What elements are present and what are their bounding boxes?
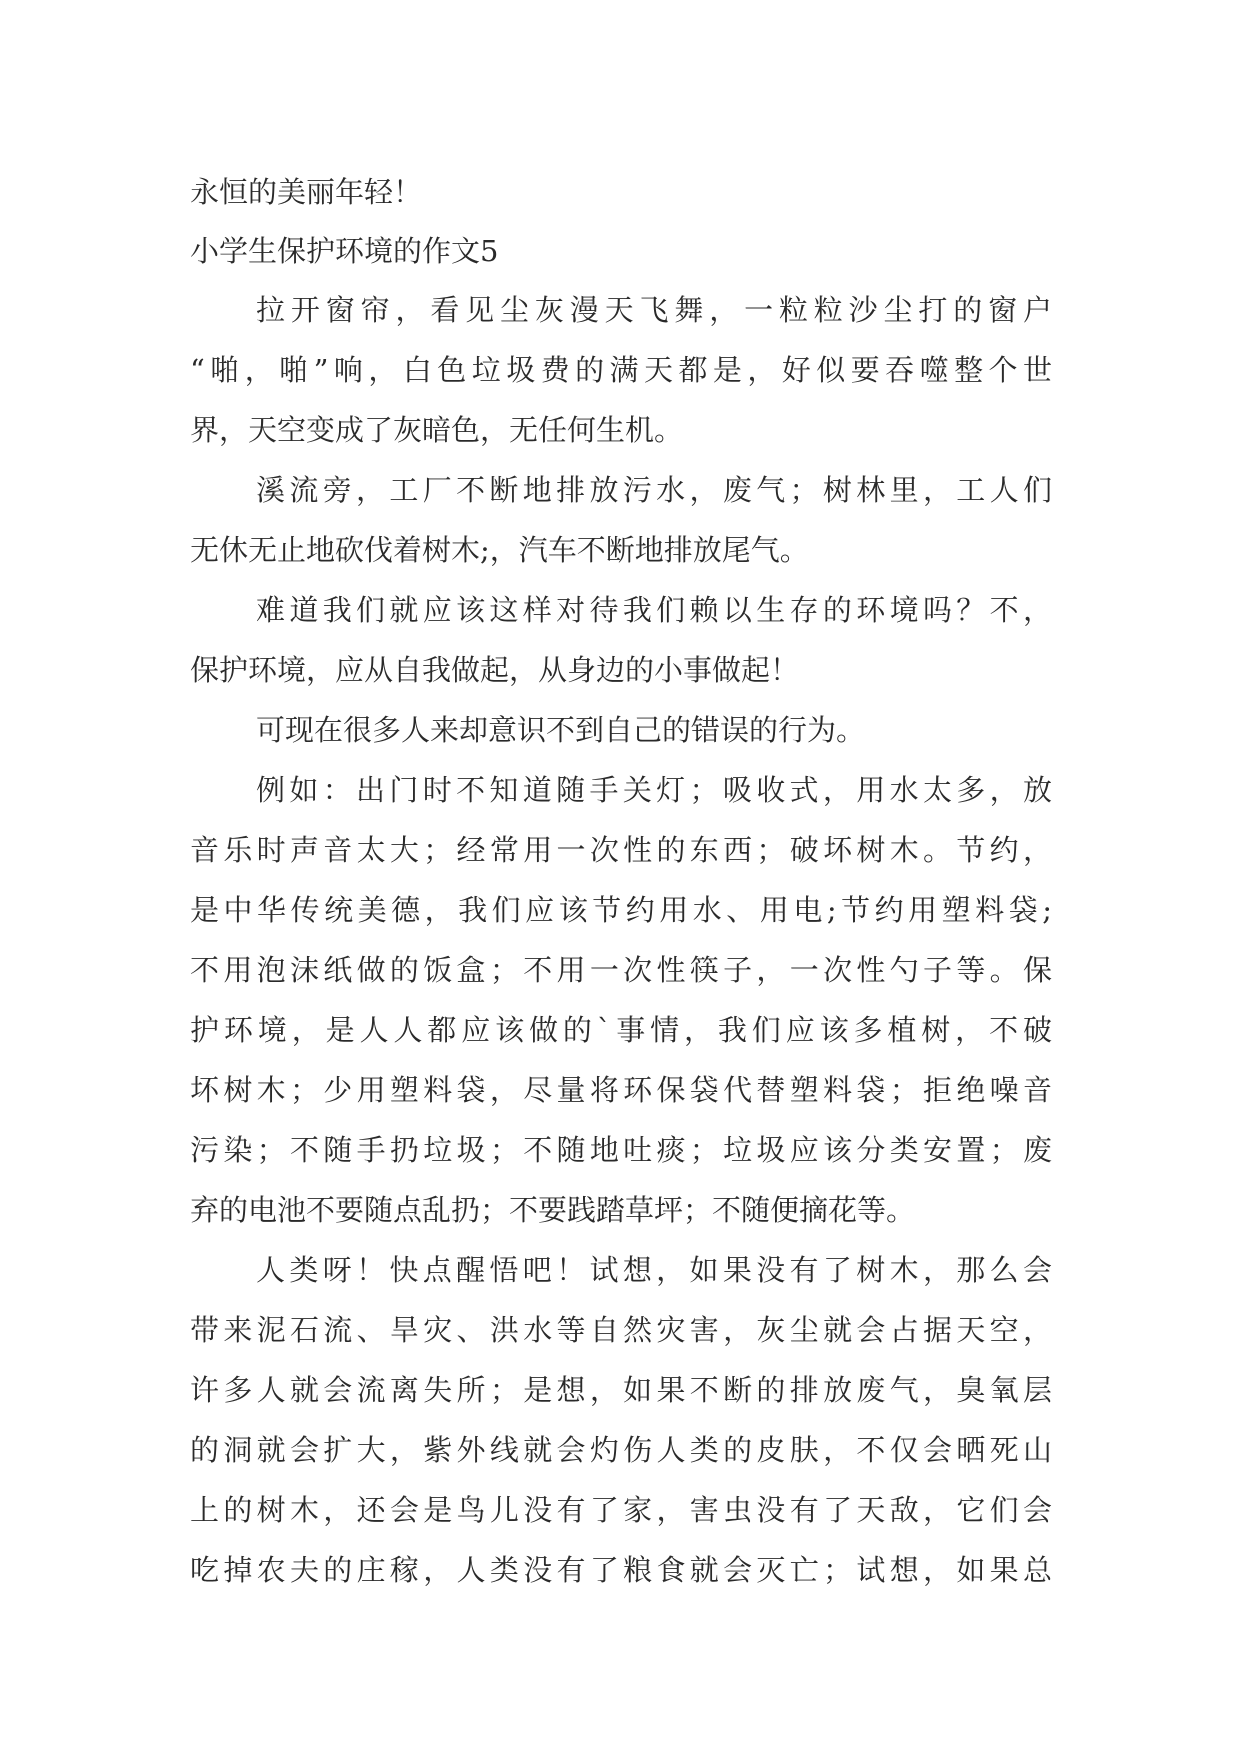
text-line: 界，天空变成了灰暗色，无任何生机。: [190, 413, 684, 447]
text-line: 可现在很多人来却意识不到自己的错误的行为。: [256, 713, 866, 747]
text-line: 永恒的美丽年轻！: [190, 175, 423, 209]
text-line: 上的树木，还会是鸟儿没有了家，害虫没有了天敌，它们会: [190, 1493, 1052, 1527]
text-line: 许多人就会流离失所；是想，如果不断的排放废气，臭氧层: [190, 1373, 1052, 1407]
text-line: “啪，啪”响，白色垃圾费的满天都是，好似要吞噬整个世: [190, 353, 1052, 387]
text-line: 无休无止地砍伐着树木;，汽车不断地排放尾气。: [190, 533, 809, 567]
text-line: 保护环境，应从自我做起，从身边的小事做起！: [190, 653, 800, 687]
text-line: 人类呀！快点醒悟吧！试想，如果没有了树木，那么会: [256, 1253, 1052, 1287]
essay-title: 小学生保护环境的作文5: [190, 234, 499, 268]
text-line: 例如：出门时不知道随手关灯；吸收式，用水太多，放: [256, 773, 1052, 807]
text-line: 吃掉农夫的庄稼，人类没有了粮食就会灭亡；试想，如果总: [190, 1553, 1052, 1587]
text-line: 坏树木；少用塑料袋，尽量将环保袋代替塑料袋；拒绝噪音: [190, 1073, 1052, 1107]
text-line: 带来泥石流、旱灾、洪水等自然灾害，灰尘就会占据天空，: [190, 1313, 1052, 1347]
text-line: 弃的电池不要随点乱扔；不要践踏草坪；不随便摘花等。: [190, 1193, 916, 1227]
essay-text: [190, 162, 1052, 1600]
text-line: 难道我们就应该这样对待我们赖以生存的环境吗？不，: [256, 593, 1052, 627]
text-line: 拉开窗帘，看见尘灰漫天飞舞，一粒粒沙尘打的窗户: [256, 293, 1052, 327]
text-line: 的洞就会扩大，紫外线就会灼伤人类的皮肤，不仅会晒死山: [190, 1433, 1052, 1467]
text-line: 不用泡沫纸做的饭盒；不用一次性筷子，一次性勺子等。保: [190, 953, 1052, 987]
text-line: 护环境，是人人都应该做的`事情，我们应该多植树，不破: [190, 1013, 1052, 1047]
text-line: 音乐时声音太大；经常用一次性的东西；破坏树木。节约，: [190, 833, 1052, 867]
text-line: 污染；不随手扔垃圾；不随地吐痰；垃圾应该分类安置；废: [190, 1133, 1052, 1167]
text-line: 溪流旁，工厂不断地排放污水，废气；树林里，工人们: [256, 473, 1052, 507]
text-line: 是中华传统美德，我们应该节约用水、用电;节约用塑料袋;: [190, 893, 1052, 927]
